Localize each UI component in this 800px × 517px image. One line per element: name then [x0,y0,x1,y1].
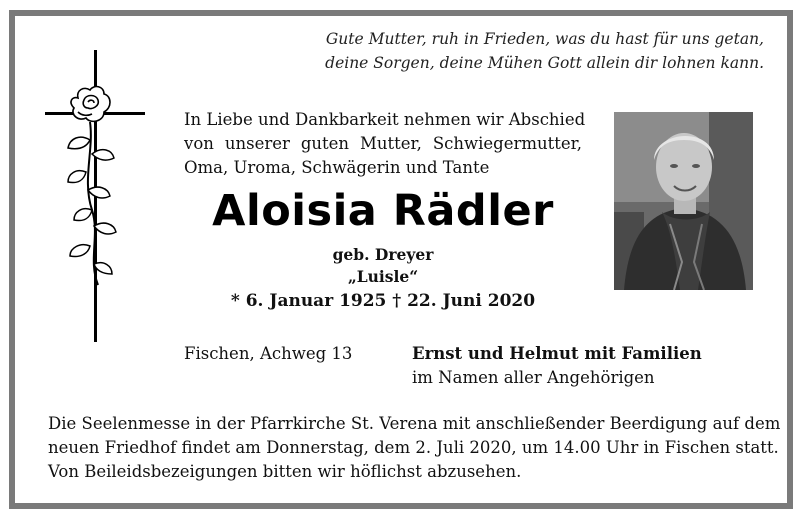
family-signature [412,342,702,390]
intro-line-1: In Liebe und Dankbarkeit nehmen wir Abschied [184,110,586,129]
closing-text [48,412,781,484]
closing-line-2: neuen Friedhof findet am Donnerstag, dem 2. Juli 2020, um 14.00 Uhr in Fischen statt. [48,438,779,457]
intro-text [184,108,586,180]
address: Fischen, Achweg 13 [184,344,353,363]
quote-line-2: deine Sorgen, deine Mühen Gott allein dir lohnen kann. [325,54,764,72]
cross-with-rose-icon [40,50,150,345]
quote-line-1: Gute Mutter, ruh in Frieden, was du hast für uns getan, [325,30,764,48]
deceased-name: Aloisia Rädler [212,186,554,236]
portrait-photo [614,112,753,290]
family-names: Ernst und Helmut mit Familien [412,344,702,363]
intro-line-3: Oma, Uroma, Schwägerin und Tante [184,158,490,177]
memorial-quote [294,27,764,75]
intro-line-2: von unserer guten Mutter, Schwiegermutter, [184,134,582,153]
closing-line-1: Die Seelenmesse in der Pfarrkirche St. Verena mit anschließender Beerdigung auf dem [48,414,781,433]
closing-line-3: Von Beileidsbezeigungen bitten wir höflichst abzusehen. [48,462,522,481]
birth-name: geb. Dreyer [332,245,434,264]
family-note: im Namen aller Angehörigen [412,368,655,387]
nickname: „Luisle“ [347,267,419,286]
life-dates: * 6. Januar 1925 † 22. Juni 2020 [230,291,536,311]
